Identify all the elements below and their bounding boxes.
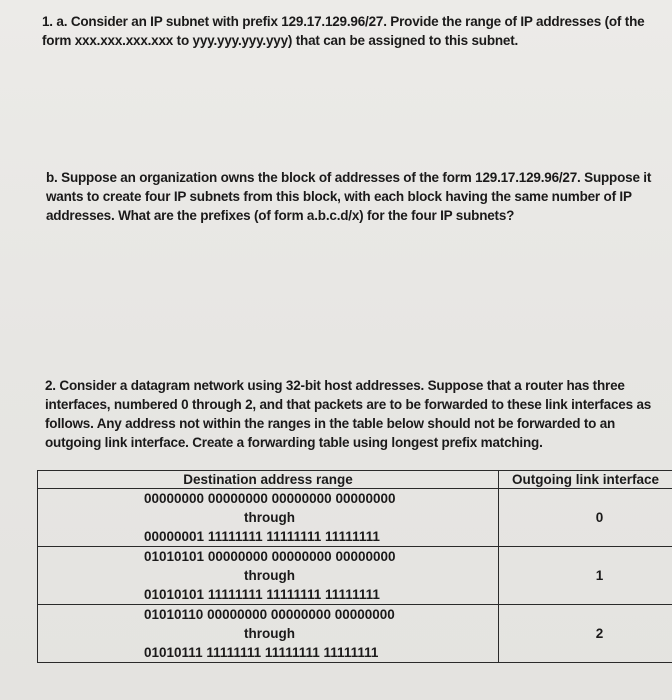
interface-cell: 2 [499,605,672,663]
range-through-label: through [244,510,295,525]
question-1a: 1. a. Consider an IP subnet with prefix 129.17.129.96/27. Provide the range of IP addresses (of the form xxx.xxx.xxx.xxx to yyy.yyy.yyy.yyy) that can be assigned to this subnet. [42,14,645,48]
range-cell [38,547,499,605]
range-start: 01010110 00000000 00000000 00000000 [144,607,395,622]
range-end: 00000001 11111111 11111111 11111111 [144,529,380,544]
interface-cell: 1 [499,547,672,605]
table-header-row [38,471,672,489]
range-cell [38,489,499,547]
interface-cell: 0 [499,489,672,547]
range-end: 01010111 11111111 11111111 11111111 [144,645,379,660]
question-2: 2. Consider a datagram network using 32-bit host addresses. Suppose that a router has three interfaces, numbered 0 through 2, and that packets are to be forwarded to these link interfaces as follows. Any address not within the ranges in the table below should not be forwarded to an outgoing link interface. Create a forwarding table using longest prefix matching. [45,378,652,450]
question-1b: b. Suppose an organization owns the block of addresses of the form 129.17.129.96/27. Suppose it wants to create four IP subnets from this block, with each block having the same number of IP addresses. What are the prefixes (of form a.b.c.d/x) for the four IP subnets? [46,170,652,223]
range-cell [38,605,499,663]
range-through-label: through [244,626,295,641]
header-destination-range: Destination address range [38,471,499,489]
range-through-label: through [244,568,295,583]
header-outgoing-interface: Outgoing link interface [499,471,672,489]
range-start: 01010101 00000000 00000000 00000000 [144,549,396,564]
forwarding-table [37,470,672,663]
table-row [38,605,672,663]
table-row [38,489,672,547]
table-row [38,547,672,605]
range-end: 01010101 11111111 11111111 11111111 [144,587,380,602]
range-start: 00000000 00000000 00000000 00000000 [144,491,396,506]
